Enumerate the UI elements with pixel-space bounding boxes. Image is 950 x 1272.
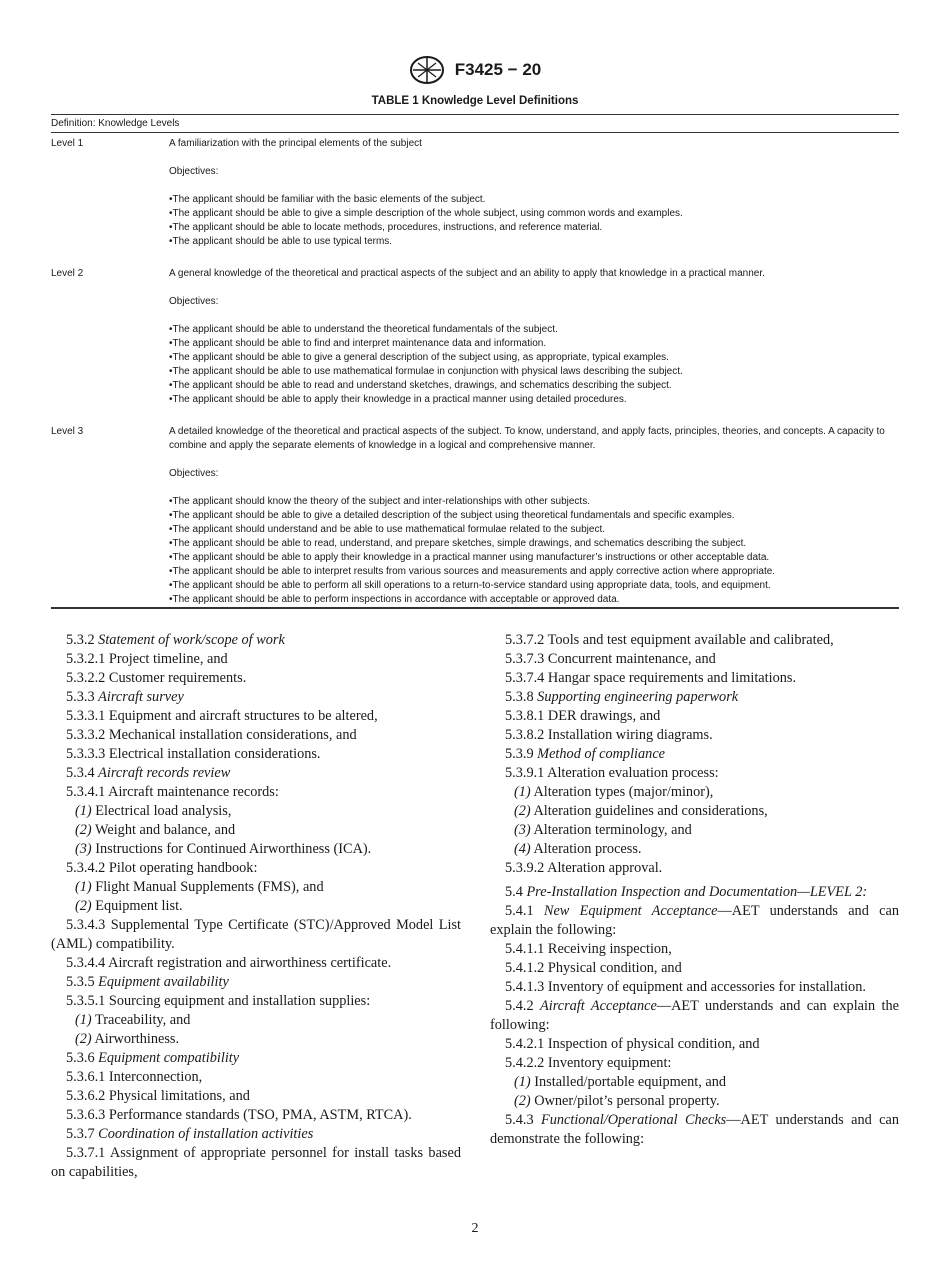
section-text: Customer requirements. [108, 670, 247, 686]
section-paragraph [490, 631, 899, 650]
section-title: Supporting engineering paperwork [537, 689, 739, 705]
list-item [490, 1073, 899, 1092]
section-paragraph [51, 726, 461, 745]
objective-item: • The applicant should be able to read and understand sketches, drawings, and schematics describing the subject. [169, 379, 899, 393]
section-text: Alteration approval. [547, 860, 663, 876]
objectives-list [169, 495, 899, 607]
section-number: 5.4.3 [505, 1112, 534, 1128]
section-number: 5.3.5.1 [66, 993, 106, 1009]
section-text: Inventory equipment: [547, 1055, 672, 1071]
section-number: 5.3.4.3 [66, 917, 106, 933]
section-title: Pre-Installation Inspection and Documentation—LEVEL 2: [526, 884, 868, 900]
section-text: Weight and balance, and [95, 822, 236, 838]
objective-item: • The applicant should be able to give a simple description of the whole subject, using common words and examples. [169, 207, 899, 221]
section-number: 5.3.2 [66, 632, 95, 648]
section-text: DER drawings, and [547, 708, 661, 724]
section-number: (1) [75, 803, 92, 819]
section-text: Performance standards (TSO, PMA, ASTM, RTCA). [108, 1107, 412, 1123]
section-title: Statement of work/scope of work [98, 632, 285, 648]
section-text: Hangar space requirements and limitations. [547, 670, 797, 686]
list-item [490, 1092, 899, 1111]
section-number: 5.4.2.2 [505, 1055, 545, 1071]
section-text: Receiving inspection, [547, 941, 672, 957]
objective-item: • The applicant should be able to give a detailed description of the subject using theoretical fundamentals and specific examples. [169, 509, 899, 523]
section-number: (2) [75, 898, 92, 914]
section-paragraph [490, 902, 899, 940]
list-item [51, 878, 461, 897]
section-number: 5.3.5 [66, 974, 95, 990]
list-item [51, 1011, 461, 1030]
objective-item: • The applicant should be able to locate methods, procedures, instructions, and reference material. [169, 221, 899, 235]
objectives-label: Objectives: [169, 296, 219, 307]
section-text: Physical condition, and [547, 960, 682, 976]
section-text: Sourcing equipment and installation supplies: [108, 993, 371, 1009]
section-paragraph [51, 783, 461, 802]
section-paragraph [490, 745, 899, 764]
section-number: 5.3.2.2 [66, 670, 106, 686]
section-number: (2) [514, 803, 531, 819]
section-title: Aircraft Acceptance [540, 998, 657, 1014]
section-paragraph [490, 1111, 899, 1149]
section-number: 5.3.9.2 [505, 860, 545, 876]
section-number: 5.3.9.1 [505, 765, 545, 781]
section-paragraph [51, 992, 461, 1011]
section-text: Interconnection, [108, 1069, 203, 1085]
section-text: Inventory of equipment and accessories for installation. [547, 979, 866, 995]
astm-logo-icon [409, 55, 445, 85]
objective-item: • The applicant should know the theory of the subject and inter-relationships with other subjects. [169, 495, 899, 509]
list-item [51, 821, 461, 840]
section-number: 5.3.6.2 [66, 1088, 106, 1104]
section-number: 5.3.4.2 [66, 860, 106, 876]
section-text: Concurrent maintenance, and [547, 651, 716, 667]
section-paragraph [490, 1054, 899, 1073]
section-text: Alteration process. [533, 841, 642, 857]
table-row [51, 263, 899, 421]
section-number: 5.3.8 [505, 689, 534, 705]
level-label: Level 1 [51, 138, 84, 149]
section-text: Installation wiring diagrams. [547, 727, 713, 743]
section-paragraph [51, 631, 461, 650]
list-item [490, 783, 899, 802]
section-text: Aircraft registration and airworthiness certificate. [108, 955, 392, 971]
table-body [51, 133, 899, 607]
section-paragraph [51, 1125, 461, 1144]
section-title: Aircraft records review [98, 765, 231, 781]
section-number: 5.3.3.2 [66, 727, 106, 743]
section-number: 5.3.7.1 [66, 1145, 106, 1161]
section-number: 5.3.3.1 [66, 708, 106, 724]
knowledge-level-table [51, 114, 899, 609]
level-definition: A familiarization with the principal elements of the subject [169, 138, 422, 149]
list-item [51, 1030, 461, 1049]
objective-item: • The applicant should be able to use mathematical formulae in conjunction with physical laws describing the subject. [169, 365, 899, 379]
section-number: 5.3.4.4 [66, 955, 106, 971]
section-paragraph [51, 1087, 461, 1106]
section-text: —AET understands and can demonstrate the following: [490, 1112, 899, 1147]
objectives-label: Objectives: [169, 468, 219, 479]
section-number: 5.3.7.4 [505, 670, 545, 686]
list-item [51, 897, 461, 916]
objective-item: • The applicant should be able to find and interpret maintenance data and information. [169, 337, 899, 351]
left-text-column [51, 631, 461, 1182]
section-number: 5.3.9 [505, 746, 534, 762]
section-title: Equipment availability [98, 974, 229, 990]
objective-item: • The applicant should be able to read, understand, and prepare sketches, simple drawings, and schematics describing the subject. [169, 537, 899, 551]
section-number: (1) [514, 784, 531, 800]
objectives-list [169, 323, 899, 407]
section-title: New Equipment Acceptance [543, 903, 718, 919]
section-number: 5.3.6 [66, 1050, 95, 1066]
section-number: 5.3.6.3 [66, 1107, 106, 1123]
list-item [51, 802, 461, 821]
objective-item: • The applicant should be able to give a general description of the subject using, as appropriate, typical examples. [169, 351, 899, 365]
section-paragraph [51, 764, 461, 783]
section-paragraph [490, 669, 899, 688]
section-text: Owner/pilot’s personal property. [534, 1093, 720, 1109]
level-definition: A detailed knowledge of the theoretical and practical aspects of the subject. To know, understand, and apply facts, principles, theories, and concepts. A capacity to combine and apply the separate elements of knowledge in a logical and comprehensive manner. [169, 426, 885, 451]
section-number: 5.3.7.2 [505, 632, 545, 648]
section-text: Flight Manual Supplements (FMS), and [95, 879, 324, 895]
section-text: Inspection of physical condition, and [547, 1036, 760, 1052]
section-number: 5.4.1.2 [505, 960, 545, 976]
objective-item: • The applicant should be able to use typical terms. [169, 235, 899, 249]
objective-item: • The applicant should understand and be able to use mathematical formulae related to the subject. [169, 523, 899, 537]
objective-item: • The applicant should be familiar with the basic elements of the subject. [169, 193, 899, 207]
section-paragraph [51, 650, 461, 669]
section-text: Installed/portable equipment, and [534, 1074, 727, 1090]
page-header [0, 55, 950, 85]
section-number: 5.3.8.1 [505, 708, 545, 724]
section-title: Method of compliance [537, 746, 666, 762]
section-paragraph [51, 688, 461, 707]
section-text: Alteration guidelines and considerations, [533, 803, 768, 819]
section-number: 5.4.1.3 [505, 979, 545, 995]
section-text: Electrical load analysis, [95, 803, 232, 819]
section-title: Functional/Operational Checks [540, 1112, 727, 1128]
section-paragraph [51, 1068, 461, 1087]
level-label: Level 2 [51, 268, 84, 279]
section-paragraph [51, 707, 461, 726]
section-paragraph [490, 978, 899, 997]
section-number: 5.3.6.1 [66, 1069, 106, 1085]
section-text: Assignment of appropriate personnel for install tasks based on capabilities, [51, 1145, 461, 1180]
section-text: Electrical installation considerations. [108, 746, 321, 762]
section-number: 5.3.7.3 [505, 651, 545, 667]
section-paragraph [51, 1106, 461, 1125]
section-number: 5.3.3.3 [66, 746, 106, 762]
section-title: Coordination of installation activities [98, 1126, 314, 1142]
section-text: Mechanical installation considerations, and [108, 727, 357, 743]
section-paragraph [490, 997, 899, 1035]
section-number: (2) [514, 1093, 531, 1109]
section-text: Supplemental Type Certificate (STC)/Approved Model List (AML) compatibility. [51, 917, 461, 952]
section-paragraph [490, 688, 899, 707]
section-number: (2) [75, 1031, 92, 1047]
section-number: (1) [514, 1074, 531, 1090]
section-text: —AET understands and can explain the following: [490, 998, 900, 1033]
list-item [490, 802, 899, 821]
list-item [490, 840, 899, 859]
section-text: Aircraft maintenance records: [108, 784, 279, 800]
section-number: 5.3.3 [66, 689, 95, 705]
level-content [169, 267, 899, 421]
section-paragraph [51, 1144, 461, 1182]
section-text: Pilot operating handbook: [108, 860, 258, 876]
section-text: Project timeline, and [108, 651, 228, 667]
level-definition: A general knowledge of the theoretical and practical aspects of the subject and an ability to apply that knowledge in a practical manner. [169, 268, 765, 279]
section-text: Traceability, and [95, 1012, 191, 1028]
section-number: 5.3.4.1 [66, 784, 106, 800]
objectives-list [169, 193, 899, 249]
section-paragraph [51, 916, 461, 954]
section-number: 5.3.4 [66, 765, 95, 781]
section-paragraph [51, 973, 461, 992]
section-number: 5.3.7 [66, 1126, 95, 1142]
section-text: Physical limitations, and [108, 1088, 250, 1104]
section-text: Instructions for Continued Airworthiness (ICA). [95, 841, 372, 857]
section-number: (4) [514, 841, 531, 857]
section-text: Alteration evaluation process: [547, 765, 719, 781]
section-paragraph [490, 859, 899, 878]
section-paragraph [51, 745, 461, 764]
section-number: (1) [75, 879, 92, 895]
section-paragraph [490, 883, 899, 902]
list-item [490, 821, 899, 840]
objective-item: • The applicant should be able to perform inspections in accordance with acceptable or approved data. [169, 593, 899, 607]
section-number: 5.3.8.2 [505, 727, 545, 743]
section-paragraph [51, 859, 461, 878]
table-title: TABLE 1 Knowledge Level Definitions [371, 95, 579, 107]
objective-item: • The applicant should be able to understand the theoretical fundamentals of the subject. [169, 323, 899, 337]
section-title: Equipment compatibility [98, 1050, 240, 1066]
section-text: Tools and test equipment available and calibrated, [547, 632, 834, 648]
page-number: 2 [471, 1221, 479, 1236]
section-text: Equipment list. [95, 898, 183, 914]
level-label: Level 3 [51, 426, 84, 437]
section-text: Alteration terminology, and [533, 822, 692, 838]
list-item [51, 840, 461, 859]
right-text-column [490, 631, 899, 1149]
objectives-label: Objectives: [169, 166, 219, 177]
section-number: 5.4.2 [505, 998, 534, 1014]
section-paragraph [490, 959, 899, 978]
section-number: 5.4.2.1 [505, 1036, 545, 1052]
objective-item: • The applicant should be able to perform all skill operations to a return-to-service standard using appropriate data, tools, and equipment. [169, 579, 899, 593]
section-number: 5.4.1.1 [505, 941, 545, 957]
section-paragraph [51, 1049, 461, 1068]
section-number: (2) [75, 822, 92, 838]
level-content [169, 137, 899, 263]
section-number: 5.4.1 [505, 903, 534, 919]
section-number: 5.3.2.1 [66, 651, 106, 667]
objective-item: • The applicant should be able to interpret results from various sources and measurements and apply corrective action where appropriate. [169, 565, 899, 579]
table-row [51, 421, 899, 607]
section-paragraph [490, 764, 899, 783]
section-paragraph [490, 726, 899, 745]
section-number: (3) [514, 822, 531, 838]
section-text: Airworthiness. [94, 1031, 180, 1047]
section-number: (1) [75, 1012, 92, 1028]
section-paragraph [490, 707, 899, 726]
table-column-header: Definition: Knowledge Levels [51, 115, 899, 133]
objective-item: • The applicant should be able to apply their knowledge in a practical manner using detailed procedures. [169, 393, 899, 407]
level-content [169, 425, 899, 607]
section-paragraph [490, 1035, 899, 1054]
section-paragraph [51, 669, 461, 688]
table-row [51, 133, 899, 263]
section-title: Aircraft survey [98, 689, 184, 705]
section-paragraph [51, 954, 461, 973]
section-text: Alteration types (major/minor), [533, 784, 714, 800]
section-number: 5.4 [505, 884, 523, 900]
section-paragraph [490, 940, 899, 959]
objective-item: • The applicant should be able to apply their knowledge in a practical manner using manufacturer’s instructions or other acceptable data. [169, 551, 899, 565]
section-paragraph [490, 650, 899, 669]
section-number: (3) [75, 841, 92, 857]
section-text: —AET understands and can explain the following: [490, 903, 899, 938]
section-text: Equipment and aircraft structures to be altered, [108, 708, 378, 724]
document-designation: F3425 − 20 [454, 60, 542, 79]
